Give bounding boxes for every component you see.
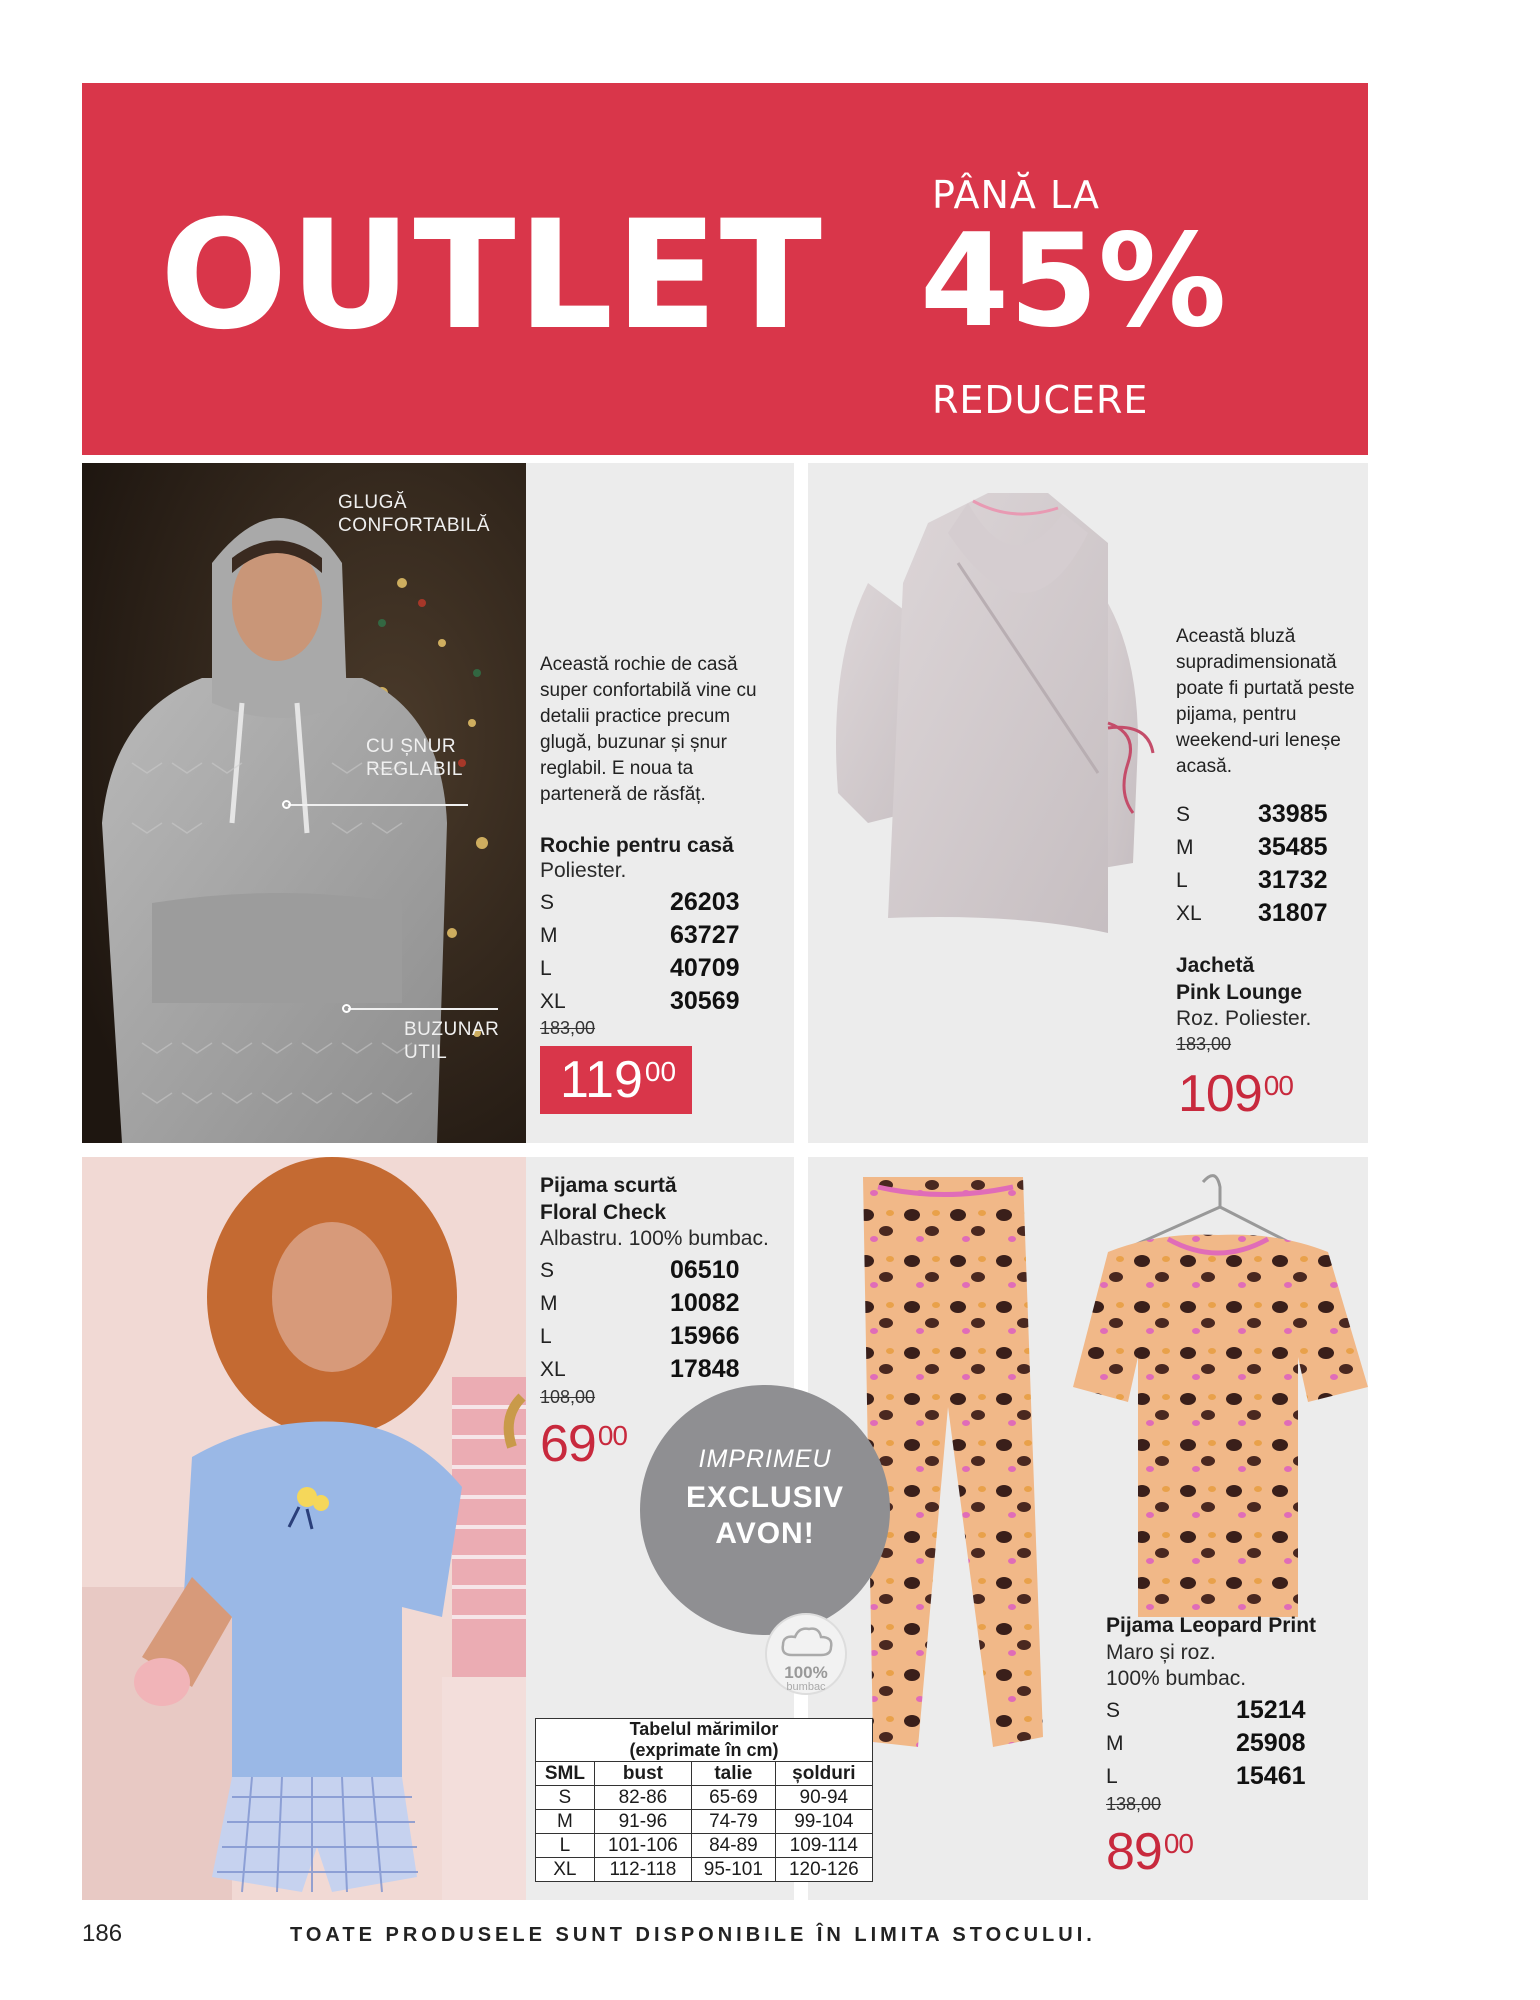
jacket-title-line2: Pink Lounge: [1176, 981, 1302, 1004]
product-code: 30569: [670, 987, 740, 1015]
table-cell: XL: [536, 1858, 595, 1882]
page-number: 186: [82, 1920, 123, 1947]
floral-old-price: 108,00: [540, 1387, 596, 1407]
size-row: [540, 1287, 740, 1320]
table-cell: 109-114: [775, 1834, 872, 1858]
jacket-size-list: [1176, 798, 1328, 930]
product-code: 31732: [1258, 866, 1328, 894]
header-hips: șolduri: [775, 1762, 872, 1786]
product-code: 35485: [1258, 833, 1328, 861]
size-label: L: [540, 1324, 552, 1348]
table-cell: S: [536, 1786, 595, 1810]
badge-line3: AVON!: [715, 1517, 815, 1550]
product-code: 15966: [670, 1322, 740, 1350]
size-row: [540, 1353, 740, 1386]
floral-photo: [82, 1157, 526, 1900]
size-chart-caption-line1: Tabelul mărimilor: [629, 1719, 779, 1739]
product-code: 31807: [1258, 899, 1328, 927]
banner-up-to: PÂNĂ LA: [932, 173, 1101, 217]
header-size: SML: [536, 1762, 595, 1786]
badge-lines: [640, 1480, 890, 1552]
product-code: 15461: [1236, 1762, 1306, 1790]
jacket-description: Această bluză supradimensionată poate fi purtată peste pijama, pentru weekend-uri leneșe acasă.: [1176, 626, 1355, 777]
dress-photo: [82, 463, 526, 1143]
table-cell: 82-86: [594, 1786, 691, 1810]
outlet-banner: [82, 83, 1368, 455]
floral-model-image: [82, 1157, 526, 1900]
price-main: 89: [1106, 1823, 1162, 1881]
floral-title-line2: Floral Check: [540, 1201, 667, 1224]
banner-title: OUTLET: [160, 189, 825, 363]
banner-discount: REDUCERE: [932, 378, 1149, 422]
size-row: [1176, 831, 1328, 864]
table-cell: 99-104: [775, 1810, 872, 1834]
size-row: [1176, 897, 1328, 930]
leopard-size-list: [1106, 1694, 1306, 1793]
callout-drawstring-dot: [282, 800, 291, 809]
exclusive-print-badge: [640, 1385, 890, 1635]
price-main: 69: [540, 1415, 596, 1473]
price-cents: 00: [597, 1420, 627, 1451]
price-cents: 00: [644, 1056, 677, 1087]
table-cell: 91-96: [594, 1810, 691, 1834]
size-chart-table: [535, 1718, 873, 1882]
jacket-price: [1178, 1065, 1293, 1123]
size-label: M: [1176, 835, 1194, 859]
table-row: [536, 1810, 873, 1834]
jacket-old-price: 183,00: [1176, 1034, 1232, 1054]
size-chart-caption-line2: (exprimate în cm): [629, 1740, 779, 1760]
floral-material: Albastru. 100% bumbac.: [540, 1227, 769, 1250]
callout-hood: GLUGĂ CONFORTABILĂ: [338, 492, 491, 536]
table-row: [536, 1834, 873, 1858]
callout-pocket-line: [348, 1008, 498, 1010]
leopard-price: [1106, 1823, 1193, 1881]
size-row: [540, 985, 740, 1018]
cotton-percent: 100%: [784, 1663, 828, 1682]
dress-price: [540, 1046, 692, 1114]
size-label: M: [1106, 1731, 1124, 1755]
table-cell: L: [536, 1834, 595, 1858]
cotton-cloud-icon: [777, 1623, 837, 1663]
product-code: 63727: [670, 921, 740, 949]
size-row: [540, 952, 740, 985]
table-cell: 65-69: [692, 1786, 776, 1810]
price-cents: 00: [1163, 1828, 1193, 1859]
table-cell: 90-94: [775, 1786, 872, 1810]
table-cell: 101-106: [594, 1834, 691, 1858]
table-cell: 74-79: [692, 1810, 776, 1834]
product-code: 26203: [670, 888, 740, 916]
size-row: [540, 886, 740, 919]
size-row: [540, 1320, 740, 1353]
callout-pocket-dot: [342, 1004, 351, 1013]
size-label: XL: [540, 1357, 566, 1381]
badge-line2: EXCLUSIV: [685, 1481, 845, 1514]
banner-percent: 45%: [920, 207, 1227, 356]
jacket-title-line1: Jachetă: [1176, 954, 1255, 977]
size-label: XL: [1176, 901, 1202, 925]
header-waist: talie: [692, 1762, 776, 1786]
size-row: [1176, 798, 1328, 831]
product-code: 33985: [1258, 800, 1328, 828]
table-cell: 95-101: [692, 1858, 776, 1882]
table-cell: 84-89: [692, 1834, 776, 1858]
size-label: S: [540, 1258, 555, 1282]
jacket-material: Roz. Poliester.: [1176, 1007, 1312, 1030]
product-code: 17848: [670, 1355, 740, 1383]
size-label: L: [1176, 868, 1188, 892]
leopard-material-line1: Maro și roz.: [1106, 1641, 1216, 1664]
leopard-material-line2: 100% bumbac.: [1106, 1667, 1247, 1690]
size-chart-caption: [536, 1719, 873, 1762]
size-label: S: [1106, 1698, 1121, 1722]
size-label: XL: [540, 989, 566, 1013]
size-label: M: [540, 1291, 558, 1315]
size-row: [1106, 1727, 1306, 1760]
table-cell: 120-126: [775, 1858, 872, 1882]
callout-pocket: BUZUNAR UTIL: [404, 1019, 500, 1063]
leopard-title: Pijama Leopard Print: [1106, 1614, 1317, 1637]
header-bust: bust: [594, 1762, 691, 1786]
cotton-badge: [765, 1613, 847, 1695]
cotton-label: bumbac: [786, 1681, 826, 1693]
table-cell: M: [536, 1810, 595, 1834]
product-code: 10082: [670, 1289, 740, 1317]
badge-line1: IMPRIMEU: [698, 1445, 832, 1473]
product-code: 25908: [1236, 1729, 1306, 1757]
callout-drawstring-line: [288, 804, 468, 806]
callout-drawstring: CU ȘNUR REGLABIL: [366, 736, 463, 780]
product-code: 06510: [670, 1256, 740, 1284]
floral-size-list: [540, 1254, 740, 1386]
size-row: [1176, 864, 1328, 897]
floral-title-line1: Pijama scurtă: [540, 1174, 677, 1197]
stock-notice: TOATE PRODUSELE SUNT DISPONIBILE ÎN LIMITA STOCULUI.: [290, 1924, 1096, 1946]
size-label: M: [540, 923, 558, 947]
table-row: [536, 1786, 873, 1810]
size-chart-header: [536, 1762, 873, 1786]
dress-old-price: 183,00: [540, 1018, 596, 1038]
size-row: [540, 1254, 740, 1287]
size-row: [540, 919, 740, 952]
table-cell: 112-118: [594, 1858, 691, 1882]
product-code: 15214: [1236, 1696, 1306, 1724]
size-row: [1106, 1694, 1306, 1727]
dress-material: Poliester.: [540, 859, 627, 882]
dress-size-list: [540, 886, 740, 1018]
size-label: S: [1176, 802, 1191, 826]
size-label: S: [540, 890, 555, 914]
size-label: L: [540, 956, 552, 980]
table-row: [536, 1858, 873, 1882]
floral-price: [540, 1415, 627, 1473]
dress-description: Această rochie de casă super confortabilă vine cu detalii practice precum glugă, buzunar și șnur reglabil. E noua ta parteneră de răsfăț.: [540, 654, 757, 805]
leopard-old-price: 138,00: [1106, 1794, 1162, 1814]
size-label: L: [1106, 1764, 1118, 1788]
dress-title: Rochie pentru casă: [540, 834, 734, 857]
price-main: 119: [560, 1051, 643, 1109]
size-row: [1106, 1760, 1306, 1793]
product-code: 40709: [670, 954, 740, 982]
price-main: 109: [1178, 1065, 1262, 1123]
price-cents: 00: [1263, 1070, 1293, 1101]
